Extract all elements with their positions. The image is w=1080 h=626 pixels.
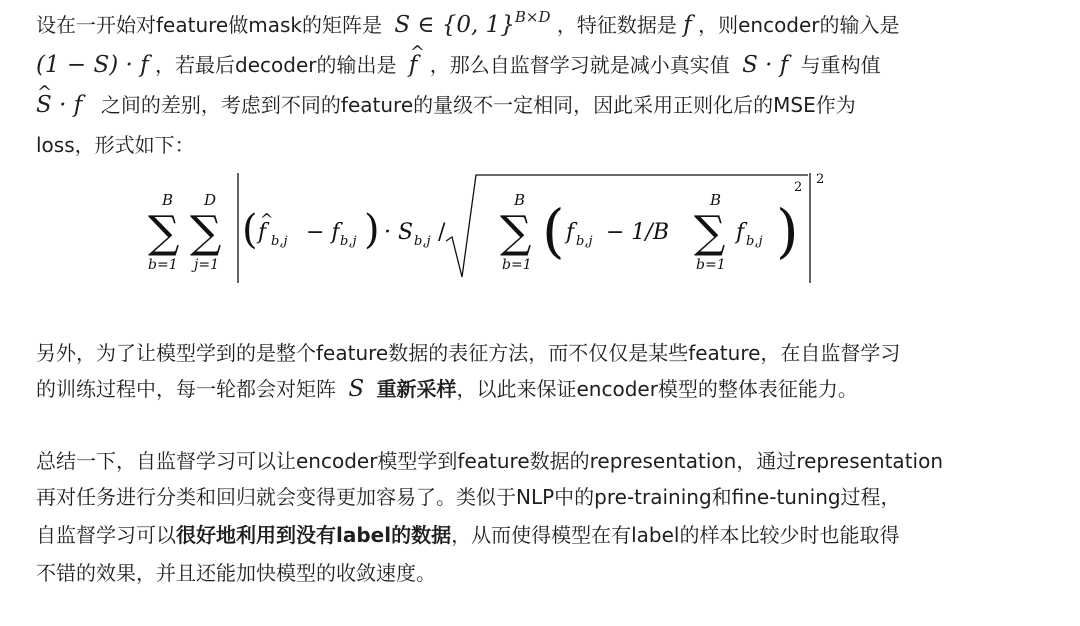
- sum-4-lower: b=1: [696, 257, 726, 273]
- bold-resample: 重新采样: [376, 377, 457, 401]
- paragraph-3-line-1: [36, 448, 943, 474]
- text-segment: 自监督学习可以: [36, 523, 176, 547]
- math-f-hat: ^ f: [409, 52, 418, 78]
- text-segment: 不错的效果，并且还能加快模型的收敛速度。: [36, 561, 436, 585]
- text-segment: 另外，为了让模型学到的是整个feature数据的表征方法，而不仅仅是某些feature，在自监督学习: [36, 341, 901, 365]
- right-paren: ): [364, 207, 380, 253]
- f-inner-subscript: b,j: [576, 234, 593, 249]
- sum-1-upper: B: [162, 191, 174, 209]
- f-sum: f: [736, 220, 745, 245]
- f-hat-subscript: b,j: [271, 234, 288, 249]
- paragraph-1-line-4: [36, 132, 195, 158]
- text-segment: loss，形式如下：: [36, 133, 195, 157]
- minus-f: − f: [306, 220, 340, 245]
- text-segment: ，从而使得模型在有label的样本比较少时也能取得: [451, 523, 900, 547]
- paragraph-3-line-4: [36, 560, 436, 586]
- math-s: S: [348, 376, 365, 402]
- text-segment: ，特征数据是: [556, 13, 677, 37]
- sum-4-upper: B: [710, 191, 722, 209]
- sum-1-sigma: ∑: [148, 207, 180, 258]
- paragraph-1-line-3: [36, 92, 856, 118]
- f-subscript: b,j: [340, 234, 357, 249]
- text-segment: ，则encoder的输入是: [698, 13, 900, 37]
- math-mask-set: S ∈ {0, 1}: [394, 12, 515, 38]
- left-paren: (: [242, 207, 258, 253]
- paragraph-2-line-2: [36, 376, 858, 402]
- text-segment: 的训练过程中，每一轮都会对矩阵: [36, 377, 336, 401]
- sum-2-sigma: ∑: [190, 207, 222, 258]
- sum-3-lower: b=1: [502, 257, 532, 273]
- sum-3-upper: B: [514, 191, 526, 209]
- text-segment: 设在一开始对feature做mask的矩阵是: [36, 13, 382, 37]
- f-hat: f: [258, 220, 267, 245]
- f-inner: f: [566, 220, 575, 245]
- text-segment: 再对任务进行分类和回归就会变得更加容易了。类似于NLP中的pre-training和fine-tuning过程，: [36, 485, 901, 509]
- text-segment: 总结一下，自监督学习可以让encoder模型学到feature数据的representation，通过representation: [36, 449, 944, 473]
- sum-1-lower: b=1: [148, 257, 178, 273]
- sum-2-upper: D: [204, 191, 217, 209]
- sum-3-sigma: ∑: [500, 207, 532, 258]
- math-masked-input: (1 − S) · f: [36, 52, 149, 78]
- division-slash: /: [438, 220, 446, 245]
- loss-formula: [140, 165, 860, 285]
- s-subscript: b,j: [414, 234, 431, 249]
- sum-4-sigma: ∑: [694, 207, 726, 258]
- minus-one-over-b: − 1/B: [606, 220, 670, 245]
- big-right-paren: ): [776, 197, 799, 265]
- paragraph-1-line-2: [36, 52, 881, 78]
- dot-s: · S: [384, 220, 414, 245]
- text-segment: 与重构值: [800, 53, 881, 77]
- big-left-paren: (: [542, 197, 565, 265]
- text-segment: ，那么自监督学习就是减小真实值: [429, 53, 730, 77]
- hat-mark: ^: [260, 210, 274, 229]
- paragraph-3-line-3: [36, 522, 899, 548]
- math-f: f: [683, 12, 692, 38]
- math-superscript: B×D: [514, 8, 551, 26]
- sum-2-lower: j=1: [194, 257, 219, 273]
- paragraph-2-line-1: [36, 340, 900, 366]
- inner-exponent: 2: [794, 180, 803, 195]
- bold-unlabeled-data: 很好地利用到没有label的数据: [176, 523, 452, 547]
- math-s-dot-f-hat: ^ S · f: [36, 92, 82, 118]
- outer-exponent: 2: [816, 172, 825, 187]
- paragraph-3-line-2: [36, 484, 901, 510]
- text-segment: 之间的差别，考虑到不同的feature的量级不一定相同，因此采用正则化后的MSE作为: [100, 93, 856, 117]
- paragraph-1-line-1: [36, 8, 900, 40]
- math-s-dot-f: S · f: [742, 52, 789, 78]
- text-segment: ，若最后decoder的输出是: [155, 53, 397, 77]
- f-sum-subscript: b,j: [746, 234, 763, 249]
- text-segment: ，以此来保证encoder模型的整体表征能力。: [456, 377, 858, 401]
